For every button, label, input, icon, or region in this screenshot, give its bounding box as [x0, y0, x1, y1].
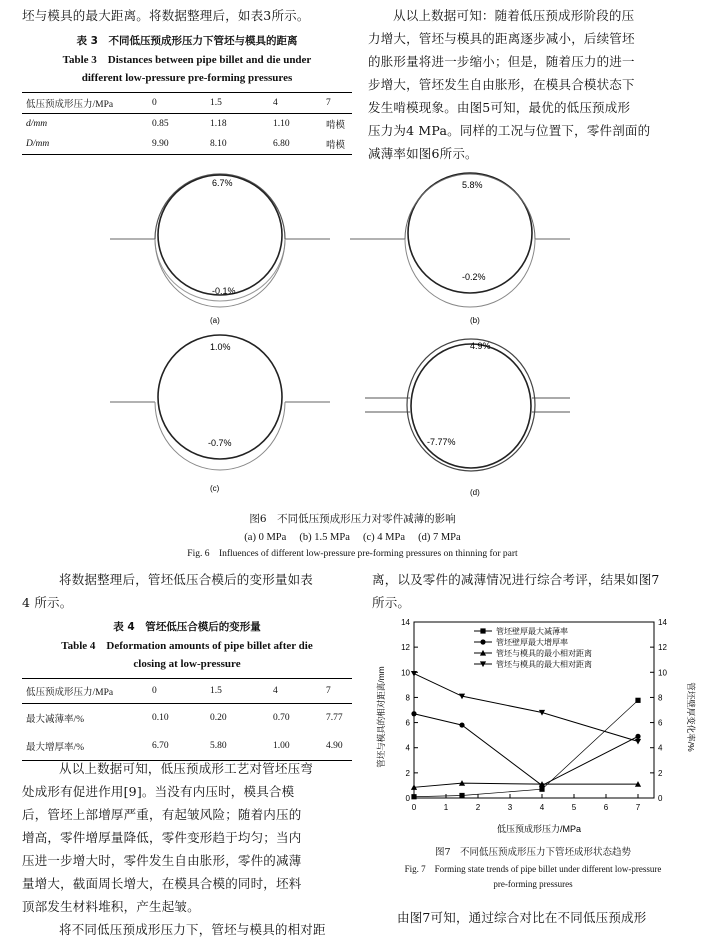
table4 — [22, 678, 352, 761]
fig7-frame — [401, 618, 667, 812]
fig7-xtick-label: 4 — [539, 803, 545, 812]
bl-line-3: 增高，零件增厚量降低，零件变形趋于均匀；当内 — [22, 830, 302, 845]
table4-r0c4: 7.77 — [326, 713, 343, 723]
table4-r0c1: 0.10 — [152, 713, 169, 723]
table3-h1: 0 — [152, 98, 157, 108]
fig6-a-bottom: -0.1% — [212, 286, 236, 296]
fig7-xtick-label: 2 — [475, 803, 481, 812]
fig7-xlabel: 低压预成形压力/MPa — [496, 824, 582, 834]
bl-line-4: 压进一步增大时，零件发生自由胀形，零件的减薄 — [22, 853, 302, 868]
fig7-xtick-label: 6 — [603, 803, 609, 812]
fig7-caption-cn: 图7 不同低压预成形压力下管坯成形状态趋势 — [434, 847, 632, 858]
ml-line-1: 4 所示。 — [22, 595, 73, 610]
table4-r1c4: 4.90 — [326, 741, 343, 751]
mr-line-0: 离，以及零件的减薄情况进行综合考评，结果如图7 — [372, 572, 660, 587]
fig7-series-line — [414, 674, 638, 742]
rt-line-0: 从以上数据可知：随着低压预成形阶段的压 — [393, 8, 635, 23]
bottom-right-text: 由图7可知，通过综合对比在不同低压预成形 — [397, 910, 647, 925]
table3-r1c1: 9.90 — [152, 139, 169, 149]
fig6-a-label: (a) — [210, 316, 220, 325]
fig6-diagram — [100, 165, 620, 505]
table-row — [22, 704, 352, 733]
fig7-series-line — [414, 714, 638, 786]
left-top-text: 坯与模具的最大距离。将数据整理后，如表3所示。 — [22, 8, 310, 23]
fig7-ytick-label-right: 4 — [658, 743, 663, 753]
mr-line-1: 所示。 — [372, 595, 411, 610]
table3-r1c2: 8.10 — [210, 139, 227, 149]
fig7-ytick-label-left: 8 — [405, 693, 410, 703]
mid-right-paragraph — [372, 568, 692, 614]
table3-h4: 7 — [326, 98, 331, 108]
fig7-point — [480, 639, 485, 644]
table3-r0c3: 1.10 — [273, 119, 290, 129]
fig7-point — [459, 793, 464, 798]
fig7-point — [411, 711, 416, 716]
fig7-ytick-label-right: 0 — [658, 794, 663, 803]
fig6-sub-caption: (a) 0 MPa (b) 1.5 MPa (c) 4 MPa (d) 7 MPa — [244, 532, 461, 543]
fig6-b-bottom: -0.2% — [462, 272, 486, 282]
table3-h2: 1.5 — [210, 98, 222, 108]
table3-h0: 低压预成形压力/MPa — [26, 100, 114, 110]
table3-r0c2: 1.18 — [210, 119, 227, 129]
table4-h2: 1.5 — [210, 686, 222, 696]
table4-r1c3: 1.00 — [273, 741, 290, 751]
fig7-ytick-label-right: 10 — [658, 668, 667, 678]
fig7-xtick-label: 1 — [443, 803, 449, 812]
fig7-ytick-label-left: 0 — [405, 794, 410, 803]
fig7-point — [635, 698, 640, 703]
table3-h3: 4 — [273, 98, 278, 108]
bl-line-7: 将不同低压预成形压力下，管坯与模具的相对距 — [59, 922, 326, 937]
fig7-caption-en-2: pre-forming pressures — [493, 879, 573, 889]
table4-h0: 低压预成形压力/MPa — [26, 688, 114, 698]
table4-r0c0: 最大减薄率/% — [26, 715, 85, 725]
fig6-b-label: (b) — [470, 316, 480, 325]
fig7-series-line — [414, 700, 638, 796]
table4-r0c2: 0.20 — [210, 713, 227, 723]
table3-r0c1: 0.85 — [152, 119, 169, 129]
fig7-ytick-label-left: 2 — [405, 768, 410, 778]
fig7-legend-label: 管坯壁厚最大增厚率 — [496, 638, 568, 647]
fig6-d-label: (d) — [470, 488, 480, 497]
bl-line-5: 量增大，截面周长增大，在模具合模的同时，坯料 — [22, 876, 302, 891]
table4-h4: 7 — [326, 686, 331, 696]
table-row — [22, 134, 352, 155]
fig7-xtick-label: 0 — [411, 803, 417, 812]
right-top-paragraph — [368, 4, 688, 165]
fig7-legend-label: 管坯与模具的最大相对距离 — [496, 660, 592, 669]
fig7-marks — [411, 626, 641, 799]
fig7-chart — [374, 612, 696, 837]
fig7-xtick-label: 5 — [571, 803, 577, 812]
fig7-ytick-label-left: 6 — [405, 718, 410, 728]
table3-r1c4: 啃模 — [326, 141, 346, 151]
fig6-a — [110, 174, 330, 325]
fig7-ytick-label-left: 12 — [401, 643, 410, 653]
fig6-d — [365, 339, 570, 497]
fig7-ytick-label-left: 4 — [405, 743, 410, 753]
table4-r1c2: 5.80 — [210, 741, 227, 751]
table-row — [22, 114, 352, 135]
fig7-ytick-label-right: 6 — [658, 718, 663, 728]
fig7-point — [459, 722, 464, 727]
fig6-d-top: 4.9% — [470, 341, 491, 351]
fig7-ytick-label-left: 10 — [401, 668, 410, 678]
fig7-ytick-label-right: 14 — [658, 618, 667, 627]
fig7-point — [411, 671, 417, 677]
bl-line-6: 顶部发生材料堆积，产生起皱。 — [22, 899, 200, 914]
table4-h1: 0 — [152, 686, 157, 696]
rt-line-1: 力增大，管坯与模具的距离逐步减小，后续管坯 — [368, 31, 635, 46]
table3 — [22, 92, 352, 155]
fig7-point — [635, 734, 640, 739]
table3-title-cn: 表 3 不同低压预成形压力下管坯与模具的距离 — [76, 35, 298, 47]
fig7-ytick-label-left: 14 — [401, 618, 410, 627]
fig7-point — [411, 794, 416, 799]
fig6-c-label: (c) — [210, 484, 220, 493]
table3-r1c0: D/mm — [26, 139, 50, 149]
fig7-xtick-label: 7 — [635, 803, 641, 812]
fig7-ytick-label-right: 8 — [658, 693, 663, 703]
bottom-left-paragraph — [22, 757, 354, 941]
fig6-caption-cn: 图6 不同低压预成形压力对零件减薄的影响 — [249, 513, 456, 525]
fig6-b — [350, 173, 570, 325]
rt-line-2: 的胀形量将进一步缩小；但是，随着压力的进一 — [368, 54, 635, 69]
bl-line-1: 处成形有促进作用[9]。当没有内压时，模具合模 — [22, 784, 295, 799]
fig6-c-bottom: -0.7% — [208, 438, 232, 448]
fig6-a-top: 6.7% — [212, 178, 233, 188]
fig6-c-top: 1.0% — [210, 342, 231, 352]
table3-r1c3: 6.80 — [273, 139, 290, 149]
rt-line-4: 发生啃模现象。由图5可知，最优的低压预成形 — [368, 100, 631, 115]
fig7-xtick-label: 3 — [507, 803, 513, 812]
fig6-b-top: 5.8% — [462, 180, 483, 190]
table4-r0c3: 0.70 — [273, 713, 290, 723]
fig7-series-line — [414, 783, 638, 787]
table4-r1c1: 6.70 — [152, 741, 169, 751]
bl-line-2: 后，管坯上部增厚严重，有起皱风险；随着内压的 — [22, 807, 302, 822]
table4-title-en-1: Table 4 Deformation amounts of pipe billet after die — [61, 640, 313, 652]
fig6-c — [110, 335, 330, 493]
fig6-caption-en: Fig. 6 Influences of different low-pressure pre-forming pressures on thinning for part — [187, 549, 518, 559]
table3-header-row — [22, 93, 352, 114]
table3-r0c4: 啃模 — [326, 121, 346, 131]
table4-r1c0: 最大增厚率/% — [26, 743, 85, 753]
fig7-legend-label: 管坯与模具的最小相对距离 — [496, 649, 592, 658]
fig6-d-bottom: -7.77% — [427, 437, 456, 447]
rt-line-6: 减薄率如图6所示。 — [368, 146, 478, 161]
table4-h3: 4 — [273, 686, 278, 696]
fig7-ylabel-right: 管坯壁厚变化率/% — [686, 682, 696, 752]
fig7-ytick-label-right: 2 — [658, 768, 663, 778]
fig7-caption-en-1: Fig. 7 Forming state trends of pipe billet under different low-pressure — [404, 864, 662, 874]
table4-title-cn: 表 4 管坯低压合模后的变形量 — [113, 621, 261, 633]
rt-line-3: 步增大，管坯发生自由胀形，在模具合模状态下 — [368, 77, 635, 92]
table3-r0c0: d/mm — [26, 119, 48, 129]
rt-line-5: 压力为4 MPa。同样的工况与位置下，零件剖面的 — [368, 123, 651, 138]
mid-left-paragraph — [22, 568, 352, 614]
table3-title-en-1: Table 3 Distances between pipe billet and die under — [62, 54, 312, 66]
fig7-point — [635, 739, 641, 745]
fig7-ylabel-left: 管坯与模具的相对距离/mm — [376, 666, 386, 768]
ml-line-0: 将数据整理后，管坯低压合模后的变形量如表 — [59, 572, 314, 587]
fig7-ytick-label-right: 12 — [658, 643, 667, 653]
fig7-legend-label: 管坯壁厚最大减薄率 — [496, 627, 568, 636]
table4-header-row — [22, 679, 352, 704]
bl-line-0: 从以上数据可知，低压预成形工艺对管坯压弯 — [59, 761, 314, 776]
fig7-point — [480, 628, 485, 633]
table4-title-en-2: closing at low-pressure — [133, 658, 241, 670]
table3-title-en-2: different low-pressure pre-forming pressures — [81, 72, 293, 84]
